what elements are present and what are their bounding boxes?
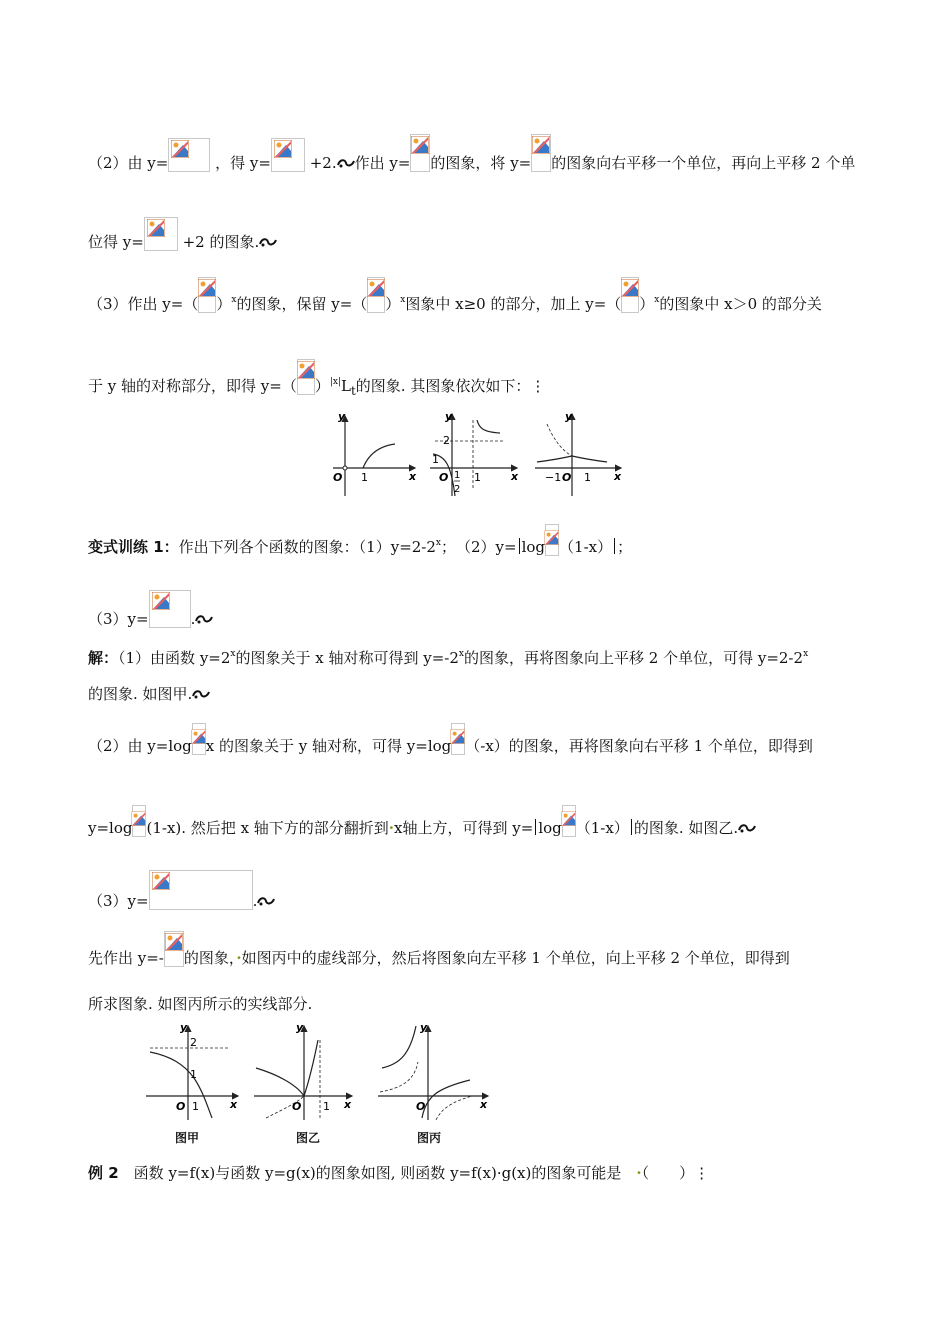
ex2-line: 例 2 函数 y=f(x)与函数 y=g(x)的图象如图, 则函数 y=f(x)·g(x)的图象可能是 ·（ ）⋮ [88, 1164, 710, 1182]
formula-image-placeholder [410, 134, 430, 172]
jia-one-x: 1 [192, 1100, 199, 1113]
graph3-x-label: x [614, 470, 622, 483]
graph1-one: 1 [361, 471, 368, 484]
graph-bing [378, 1022, 488, 1120]
caption-jia: 图甲 [175, 1131, 200, 1145]
swirl-mark-icon [738, 819, 756, 831]
swirl-mark-icon [259, 233, 277, 245]
graph-jia [146, 1022, 238, 1120]
graph2-one-x: 1 [474, 471, 481, 484]
broken-image-icon [367, 279, 383, 295]
formula-image-placeholder [164, 931, 184, 967]
sol-line2: 的图象. 如图甲. [88, 684, 210, 704]
graph1-origin: O [333, 471, 343, 484]
graph2-y-label: y [445, 410, 453, 423]
graph1-x-label: x [409, 470, 417, 483]
formula-image-placeholder [297, 359, 315, 395]
yi-one: 1 [323, 1100, 330, 1113]
sol-line6: 先作出 y=- 的图象，·如图丙中的虚线部分，然后将图象向左平移 1 个单位，向上平移 2 个单位，即得到 [88, 931, 790, 968]
sol-line3: （2）由 y=log x 的图象关于 y 轴对称，可得 y=log （-x）的图象，再将图象向右平移 1 个单位，即得到 [88, 723, 813, 756]
formula-image-placeholder [271, 138, 305, 172]
formula-image-placeholder [149, 870, 253, 910]
graph2-half-num: 1 [454, 470, 461, 481]
broken-image-icon [191, 730, 204, 743]
caption-yi: 图乙 [296, 1131, 321, 1145]
graph3-one: 1 [584, 471, 591, 484]
graph2-two: 2 [443, 434, 450, 447]
formula-image-placeholder [621, 277, 639, 313]
graph2-origin: O [439, 471, 449, 484]
ex1-line2: （3）y= . [88, 590, 213, 629]
bottom-figure-graphs [140, 1022, 500, 1126]
formula-image-placeholder [144, 217, 178, 251]
sol-line1: 解：（1）由函数 $y=2^x$的图象关于 x 轴对称可得到 $y=-2^x$的图象，再将图象向上平移 2 个单位，可得 $y=2-2^x$ [88, 649, 809, 667]
yi-origin: O [292, 1100, 302, 1113]
broken-image-icon [165, 933, 181, 949]
formula-image-placeholder [562, 805, 576, 837]
top-figure-graphs [325, 408, 625, 504]
jia-x-label: x [230, 1098, 238, 1111]
formula-image-placeholder [168, 138, 210, 172]
formula-image-placeholder [192, 723, 206, 755]
bing-y-label: y [420, 1022, 428, 1034]
green-dot: · [236, 949, 242, 967]
yi-x-label: x [344, 1098, 352, 1111]
broken-image-icon [274, 140, 290, 156]
graph-yi [254, 1022, 352, 1120]
sol-line7: 所求图象. 如图丙所示的实线部分. [88, 995, 313, 1013]
graph3-neg-one: −1 [545, 471, 562, 484]
green-dot: · [636, 1164, 642, 1182]
broken-image-icon [147, 219, 163, 235]
graph2-x-label: x [511, 470, 519, 483]
broken-image-icon [198, 279, 214, 295]
swirl-mark-icon [192, 685, 210, 697]
sol-label: 解： [88, 649, 119, 667]
graph-1 [333, 410, 417, 496]
formula-image-placeholder [545, 524, 559, 556]
formula-image-placeholder [367, 277, 385, 313]
part2-line1: （2）由 y= ，得 y= +2. 作出 y= 的图象，将 y= 的图象向右平移一个单位，再向上平移 2 个单 [88, 134, 855, 173]
ex1-title: 变式训练 1： [88, 538, 179, 556]
formula-image-placeholder [531, 134, 551, 172]
ex2-label: 例 2 [88, 1164, 119, 1182]
broken-image-icon [132, 812, 145, 825]
formula-image-placeholder [451, 723, 465, 755]
sol-line5: （3）y= . [88, 870, 275, 911]
bing-x-label: x [480, 1098, 488, 1111]
graph2-half-den: 2 [454, 484, 461, 495]
broken-image-icon [171, 140, 187, 156]
part3-line1: （3）作出 y=（ ）$^x$的图象，保留 y=（ ）$^x$图象中 x≥0 的部分，加上 y=（ ）$^x$的图象中 x＞0 的部分关 [88, 277, 822, 314]
formula-image-placeholder [149, 590, 191, 628]
formula-image-placeholder [198, 277, 216, 313]
broken-image-icon [152, 592, 168, 608]
swirl-mark-icon [257, 892, 275, 904]
broken-image-icon [545, 531, 558, 544]
graph-2 [430, 410, 519, 496]
broken-image-icon [152, 872, 168, 888]
swirl-mark-icon [195, 610, 213, 622]
swirl-mark-icon [337, 154, 355, 166]
graph2-one-y: 1 [432, 453, 439, 466]
broken-image-icon [297, 361, 313, 377]
graph3-y-label: y [565, 410, 573, 423]
jia-origin: O [176, 1100, 186, 1113]
broken-image-icon [561, 812, 574, 825]
graph-3 [535, 410, 622, 496]
broken-image-icon [451, 730, 464, 743]
broken-image-icon [411, 136, 427, 152]
broken-image-icon [532, 136, 548, 152]
broken-image-icon [621, 279, 637, 295]
yi-y-label: y [296, 1022, 304, 1034]
graph1-y-label: y [338, 410, 346, 423]
jia-one-y: 1 [190, 1068, 197, 1081]
part2-line2: 位得 y= +2 的图象. [88, 217, 277, 252]
green-dot: · [388, 819, 395, 837]
jia-two: 2 [190, 1036, 197, 1049]
graph3-origin: O [562, 471, 572, 484]
formula-image-placeholder [132, 805, 146, 837]
jia-y-label: y [180, 1022, 188, 1034]
bing-origin: O [416, 1100, 426, 1113]
caption-bing: 图丙 [417, 1131, 442, 1145]
ex1-line1: 变式训练 1：作出下列各个函数的图象：$(1)y=2-2^x$； （2）y= log （1-x） ； [88, 524, 632, 557]
part3-line2: 于 y 轴的对称部分，即得 y=（ ）$^{|x|}L_t$的图象. 其图象依次如下：⋮ [88, 359, 545, 401]
sol-line4: y=log (1-x). 然后把 x 轴下方的部分翻折到·x轴上方，可得到 y= log （1-x） 的图象. 如图乙. [88, 805, 756, 838]
